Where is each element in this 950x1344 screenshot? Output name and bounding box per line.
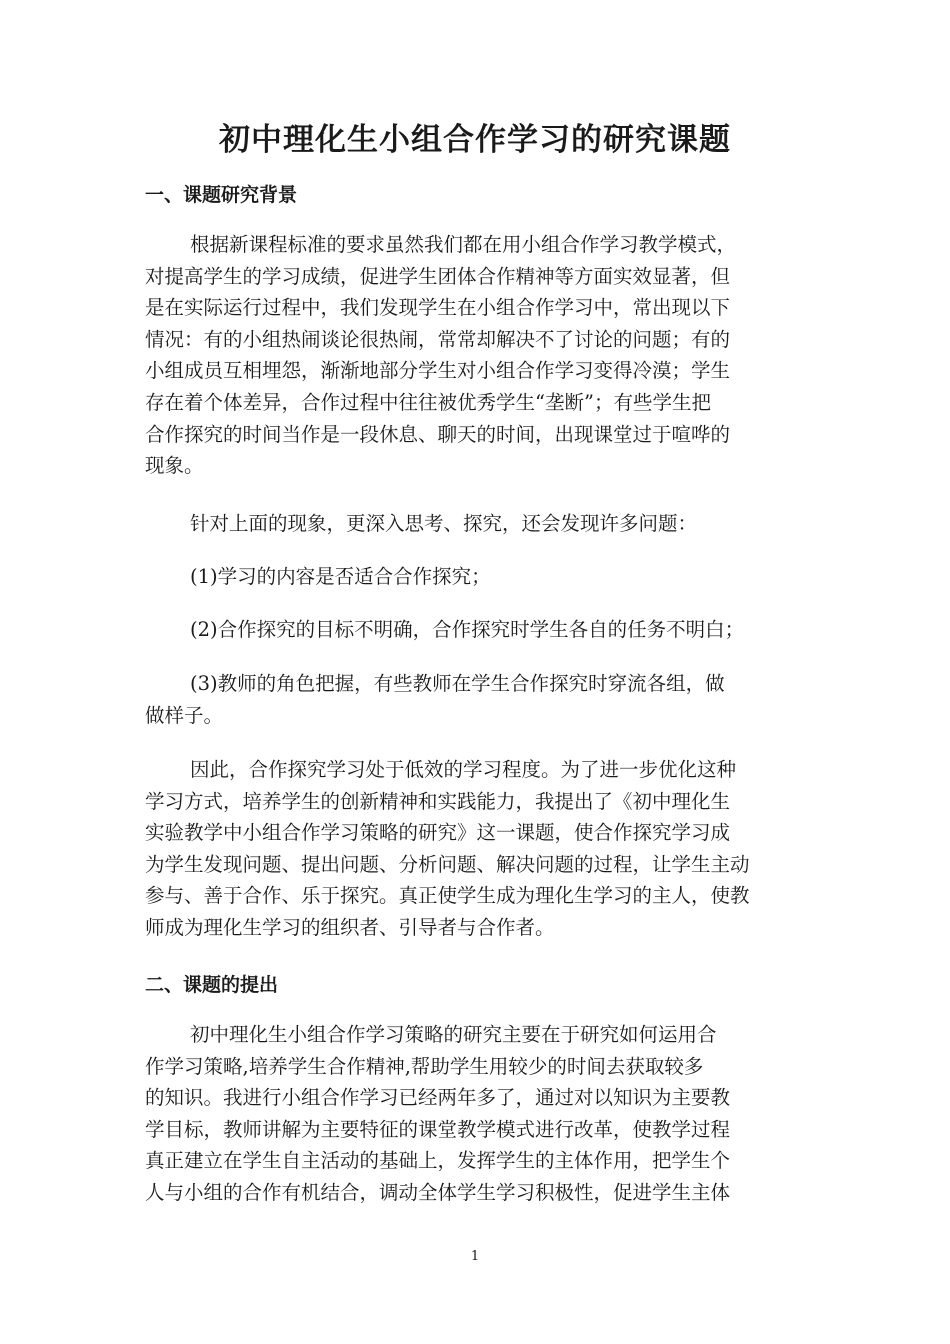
text-line: 学习方式，培养学生的创新精神和实践能力，我提出了《初中理化生 [145, 789, 731, 813]
paragraph-background [145, 229, 815, 482]
text-line: 作学习策略,培养学生合作精神,帮助学生用较少的时间去获取较多 [145, 1054, 704, 1078]
text-line: 参与、善于合作、乐于探究。真正使学生成为理化生学习的主人，使教 [145, 884, 750, 908]
list-item-1 [145, 561, 815, 593]
text-line: (2)合作探究的目标不明确，合作探究时学生各自的任务不明白； [190, 618, 745, 641]
text-line: (3)教师的角色把握，有些教师在学生合作探究时穿流各组，做 [190, 672, 725, 695]
text-line: 做样子。 [145, 703, 224, 727]
text-line: 针对上面的现象，更深入思考、探究，还会发现许多问题： [190, 512, 698, 535]
text-line: 情况：有的小组热闹谈论很热闹，常常却解决不了讨论的问题；有的 [145, 327, 731, 351]
list-item-3 [145, 668, 815, 731]
text-line: 初中理化生小组合作学习策略的研究主要在于研究如何运用合 [190, 1023, 717, 1046]
text-line: (1)学习的内容是否适合合作探究； [190, 565, 491, 588]
text-line: 真正建立在学生自主活动的基础上，发挥学生的主体作用，把学生个 [145, 1149, 731, 1173]
text-line: 存在着个体差异，合作过程中往往被优秀学生“垄断”；有些学生把 [145, 390, 711, 414]
document-title: 初中理化生小组合作学习的研究课题 [219, 122, 731, 158]
section-heading-proposal: 二、课题的提出 [145, 974, 279, 996]
text-line: 合作探究的时间当作是一段休息、聊天的时间，出现课堂过于喧哗的 [145, 422, 731, 446]
page-number: 1 [470, 1249, 480, 1264]
text-line: 根据新课程标准的要求虽然我们都在用小组合作学习教学模式， [190, 233, 737, 256]
paragraph-problems-intro [145, 508, 815, 540]
text-line: 因此，合作探究学习处于低效的学习程度。为了进一步优化这种 [190, 758, 737, 781]
text-line: 人与小组的合作有机结合，调动全体学生学习积极性，促进学生主体 [145, 1180, 731, 1204]
text-line: 是在实际运行过程中，我们发现学生在小组合作学习中，常出现以下 [145, 296, 731, 320]
paragraph-proposal [145, 1019, 815, 1209]
paragraph-therefore [145, 754, 815, 944]
text-line: 现象。 [145, 454, 204, 478]
text-line: 实验教学中小组合作学习策略的研究》这一课题，使合作探究学习成 [145, 821, 731, 845]
text-line: 小组成员互相埋怨，渐渐地部分学生对小组合作学习变得冷漠；学生 [145, 359, 731, 383]
text-line: 为学生发现问题、提出问题、分析问题、解决问题的过程，让学生主动 [145, 852, 750, 876]
text-line: 的知识。我进行小组合作学习已经两年多了，通过对以知识为主要教 [145, 1086, 731, 1110]
section-heading-background: 一、课题研究背景 [145, 184, 298, 206]
text-line: 师成为理化生学习的组织者、引导者与合作者。 [145, 915, 555, 939]
text-line: 学目标，教师讲解为主要特征的课堂教学模式进行改革，使教学过程 [145, 1117, 731, 1141]
list-item-2 [145, 614, 815, 646]
text-line: 对提高学生的学习成绩，促进学生团体合作精神等方面实效显著，但 [145, 264, 731, 288]
